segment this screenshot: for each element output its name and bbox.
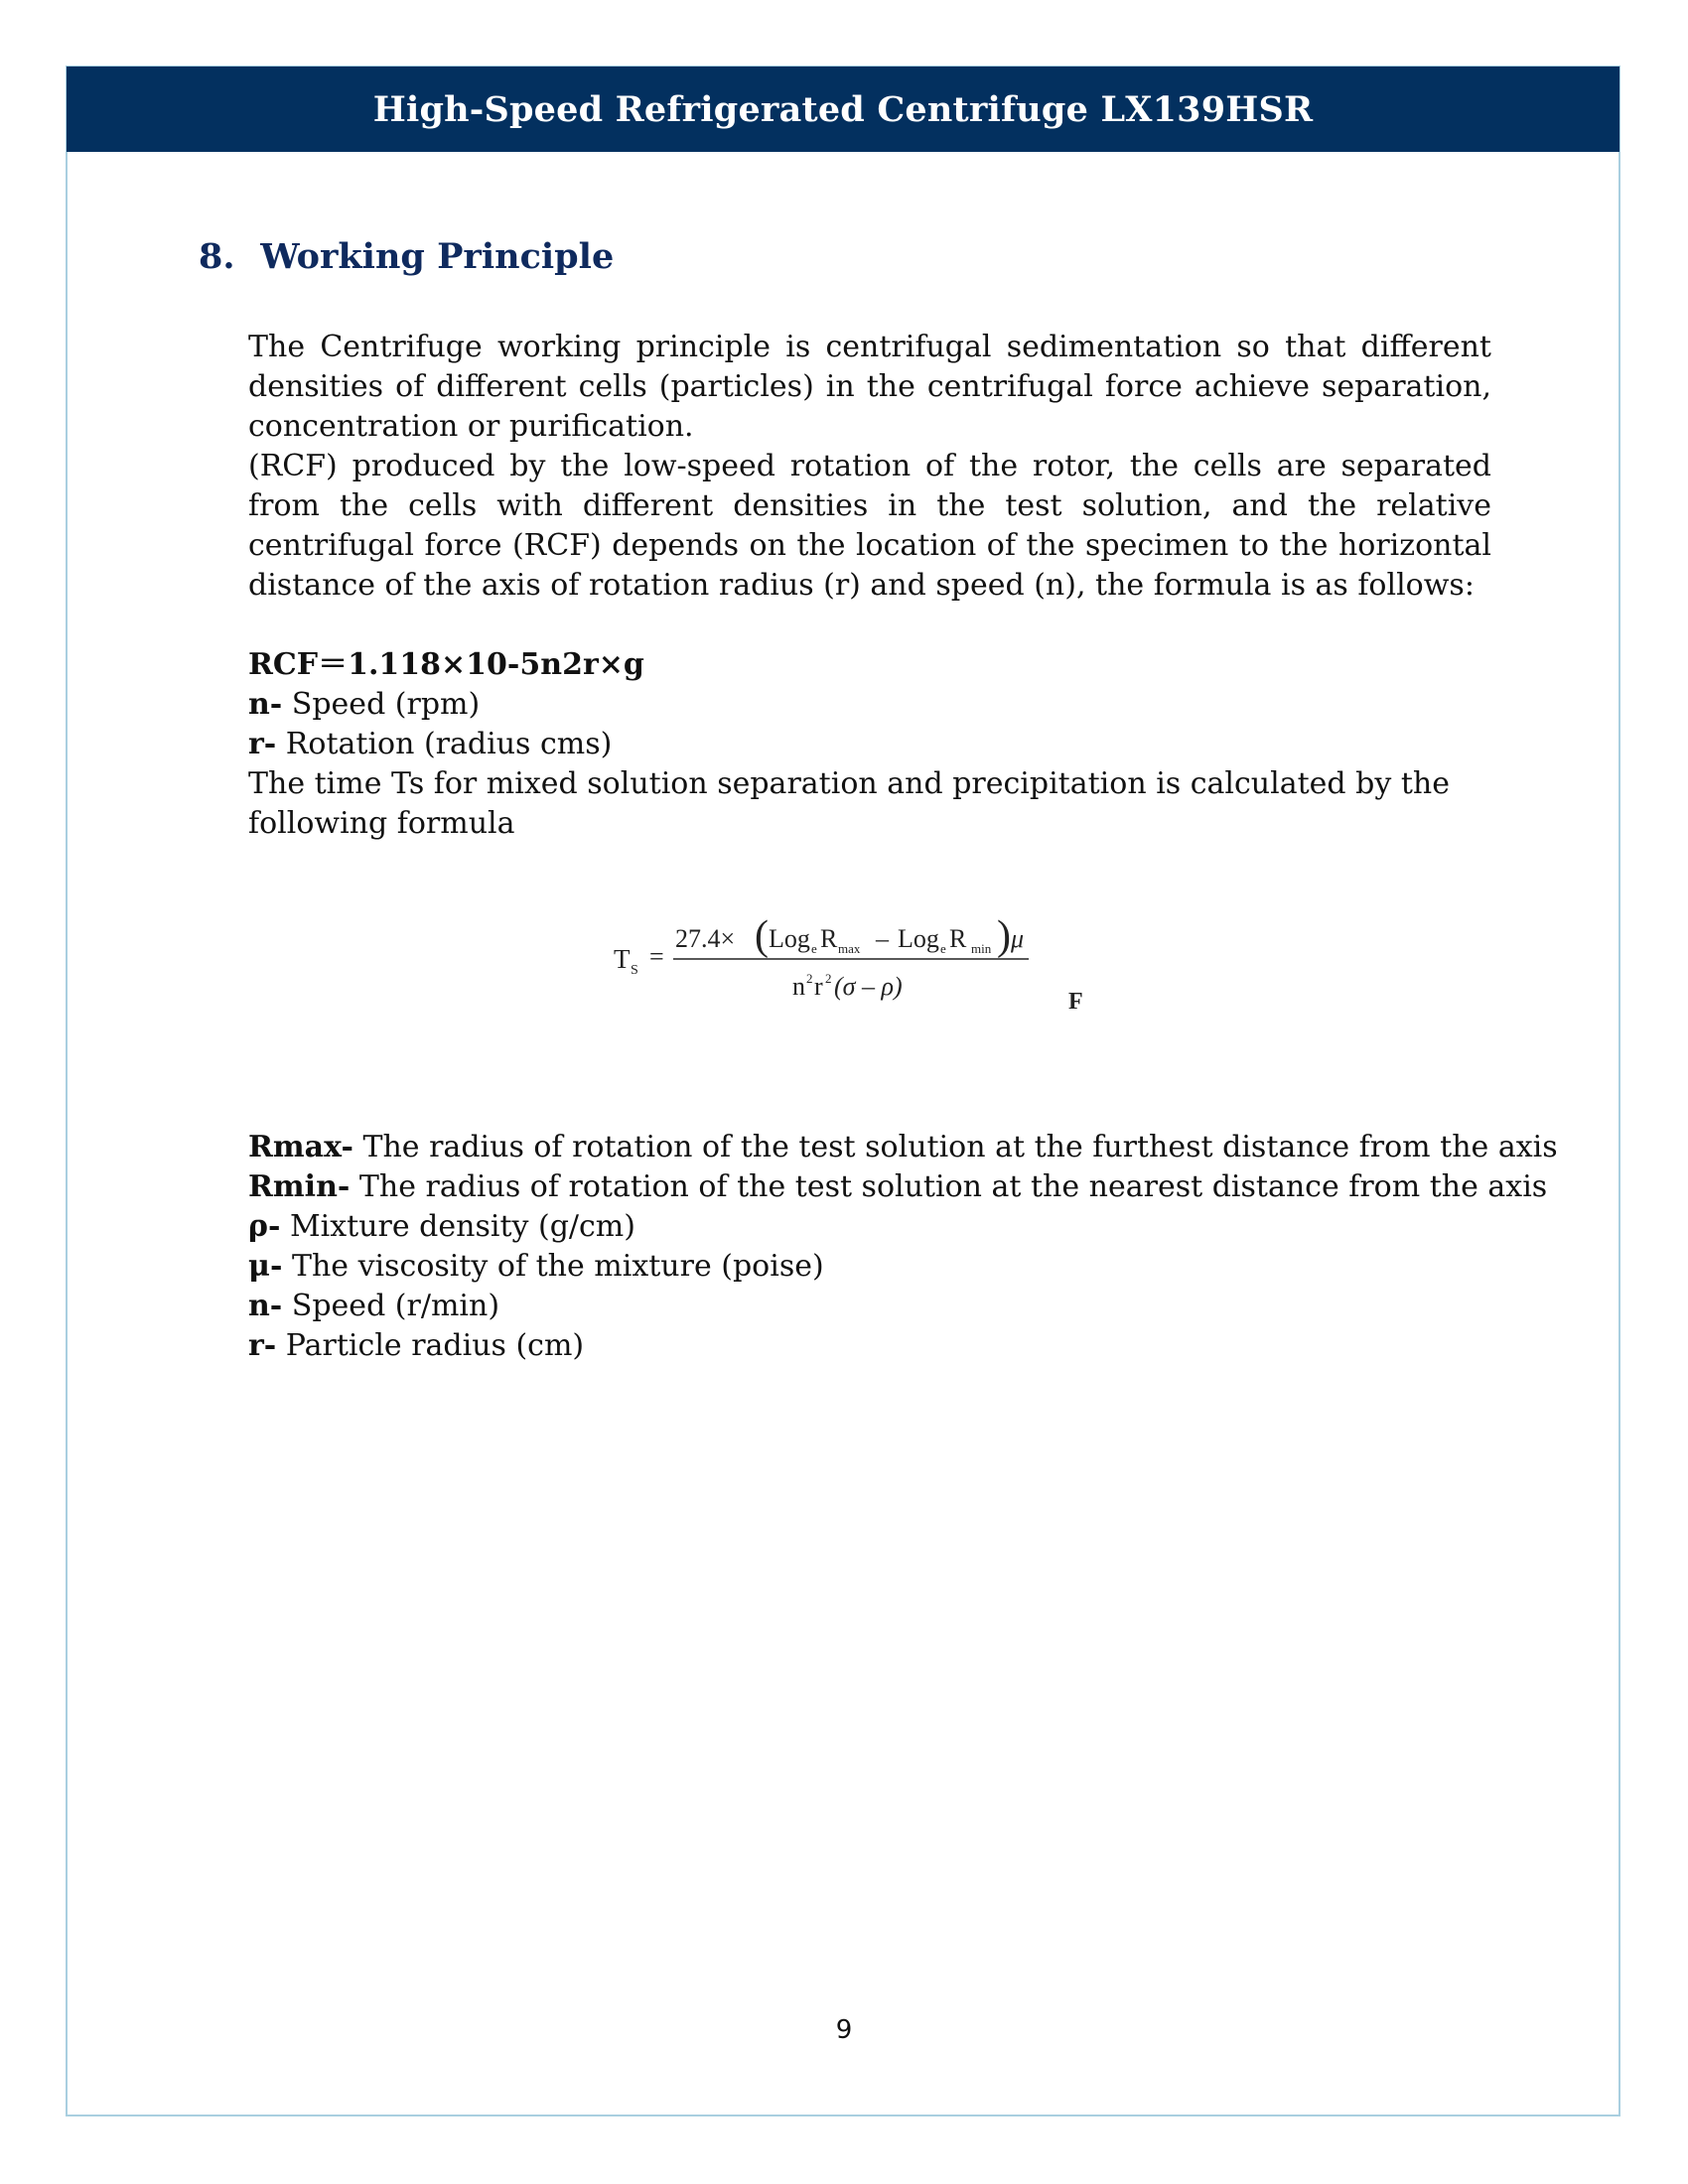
formula-den-r: r [814,972,823,1001]
formula-coeff: 27.4× [675,924,736,953]
definition-desc: The viscosity of the mixture (poise) [282,1249,824,1284]
formula-minus: – [876,924,889,953]
definition-item [248,1287,1491,1326]
definition-item [248,725,1491,764]
definition-term: ρ- [248,1209,281,1244]
formula-den-paren: (σ – ρ) [834,972,903,1001]
definition-term: μ- [248,1249,283,1284]
definition-item [248,685,1491,725]
document-title: High-Speed Refrigerated Centrifuge LX139HSR [372,88,1314,130]
header-bar [67,67,1619,152]
definition-term: r- [248,1328,277,1363]
formula-lhs: T [614,944,631,974]
formula-paren-close: ) [997,913,1011,959]
formula-lhs-sub: S [631,963,638,978]
ts-formula [594,913,1090,1023]
definition-term: Rmax- [248,1130,353,1164]
definition-item [248,1167,1548,1207]
formula-paren-open: ( [755,913,769,959]
definition-desc: Particle radius (cm) [276,1328,585,1363]
ts-intro: The time Ts for mixed solution separation and precipitation is calculated by the following formula [248,766,1450,841]
formula-log: Log [898,924,939,953]
definition-term: n- [248,1289,283,1323]
definition-item [248,1247,1491,1287]
definition-term: n- [248,687,283,722]
formula-log-sub: e [811,941,817,956]
section-number: 8. [199,236,235,277]
definition-desc: Speed (r/min) [282,1289,500,1323]
paragraph: (RCF) produced by the low-speed rotation of the rotor, the cells are separated from the cells with different densities in the test solution, and the relative centrifugal force (RCF) depends on the location of the specimen to the horizontal distance of the axis of rotation radius (r) and speed (n), the formula is as follows: [248,449,1491,603]
definition-term: r- [248,727,277,761]
ts-definitions [248,1128,1558,1366]
formula-log: Log [769,924,810,953]
section-title: Working Principle [260,236,615,277]
rcf-block [248,645,1491,844]
formula-den-n: n [792,972,805,1001]
formula-den-sq: 2 [806,971,813,986]
rcf-formula: RCF＝1.118×10-5n2r×g [248,647,644,682]
definition-item [248,1128,1558,1167]
formula-r: R [949,924,967,953]
formula-log-sub: e [940,941,946,956]
page-number: 9 [835,2015,853,2045]
paragraph: The Centrifuge working principle is centrifugal sedimentation so that different densities of different cells (particles) in the centrifugal force achieve separation, concentration or purification. [248,330,1491,444]
formula-rmin-sub: min [971,941,992,956]
definition-term: Rmin- [248,1169,351,1204]
definition-desc: Mixture density (g/cm) [280,1209,635,1244]
intro-paragraphs [248,328,1491,606]
formula-rmax-sub: max [838,941,861,956]
definition-desc: Speed (rpm) [282,687,481,722]
formula-r: R [820,924,838,953]
section-heading [199,236,614,277]
definition-desc: Rotation (radius cms) [276,727,613,761]
definition-item [248,1207,1491,1247]
definition-desc: The radius of rotation of the test solution at the furthest distance from the axis [352,1130,1558,1164]
formula-suffix: F [1068,989,1083,1015]
definition-item [248,1326,1491,1366]
formula-den-sq: 2 [825,971,832,986]
formula-mu: μ [1011,924,1025,953]
definition-desc: The radius of rotation of the test solution at the nearest distance from the axis [350,1169,1548,1204]
formula-equals: = [649,942,664,971]
